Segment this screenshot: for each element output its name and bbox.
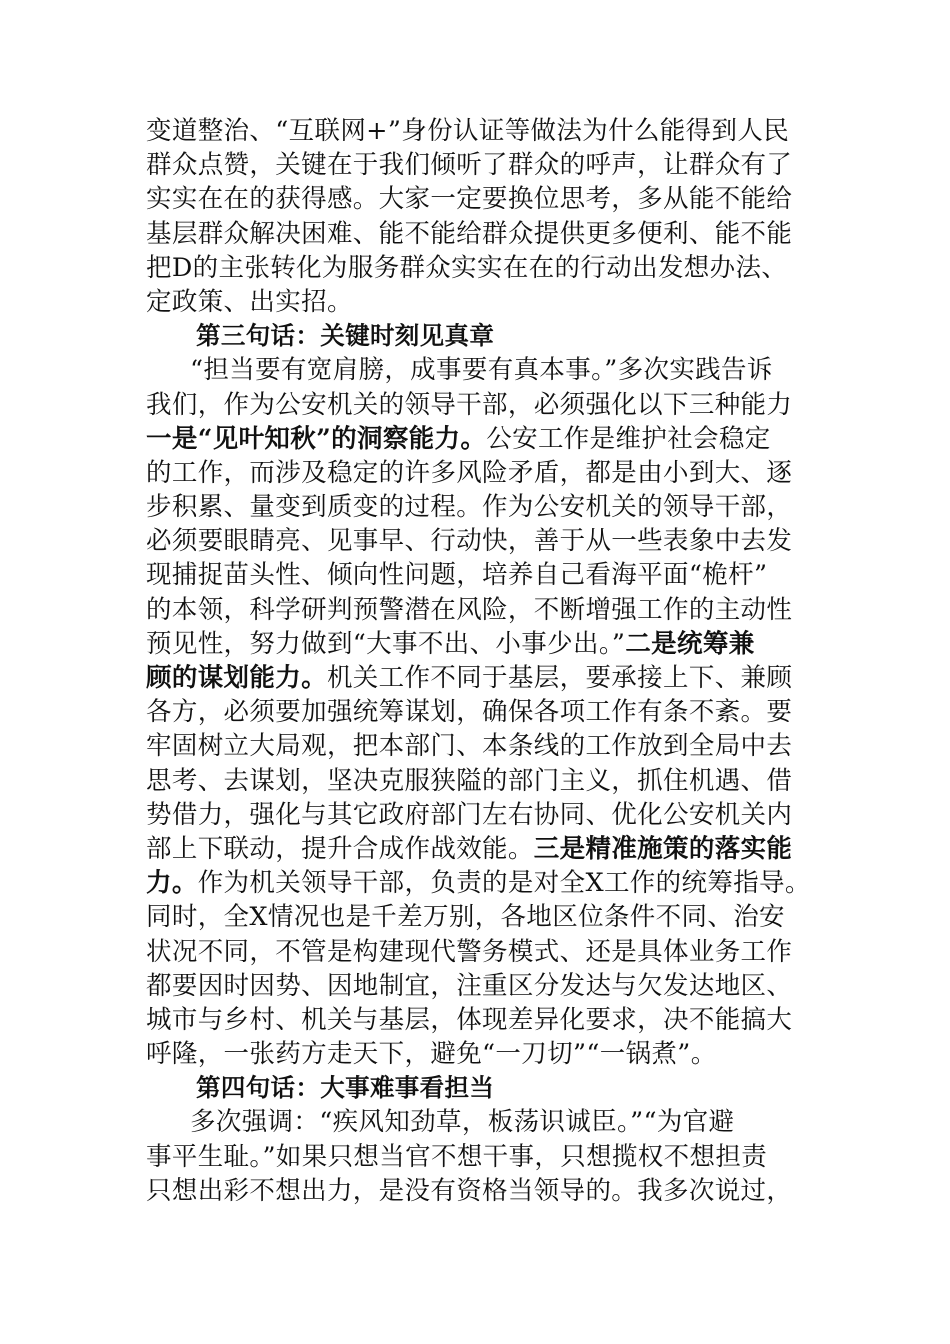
text-line [146,251,806,285]
text-span: 多次强调：“疾风知劲草，板荡识诚臣。”“为官避 [190,1107,735,1138]
text-line [146,524,806,558]
text-line [146,353,806,387]
text-span: 群众点赞，关键在于我们倾听了群众的呼声，让群众有了 [146,150,793,181]
text-span: 城市与乡村、机关与基层，体现差异化要求，决不能搞大 [146,1004,793,1035]
section-heading [146,319,806,353]
text-line [146,217,806,251]
text-line [146,798,806,832]
text-line [146,593,806,627]
text-span: 各方，必须要加强统筹谋划，确保各项工作有条不紊。要 [146,697,793,728]
bold-text: 二是统筹兼 [625,628,755,659]
text-line [146,422,806,456]
text-span: 必须要眼睛亮、见事早、行动快，善于从一些表象中去发 [146,526,793,557]
text-line [146,764,806,798]
text-line [146,900,806,934]
text-span: 的本领，科学研判预警潜在风险，不断增强工作的主动性 [146,594,793,625]
text-line [146,1105,806,1139]
text-span: 呼隆，一张药方走天下，避免“一刀切”“一锅煮”。 [146,1039,717,1070]
text-line [146,729,806,763]
text-span: 公安工作是维护社会稳定 [486,423,771,454]
text-line [146,558,806,592]
document-body [146,114,811,1208]
text-span: 步积累、量变到质变的过程。作为公安机关的领导干部， [146,492,793,523]
text-line [146,1174,806,1208]
text-span: 部上下联动，提升合成作战效能。 [146,833,534,864]
text-line [146,935,806,969]
text-span: 事平生耻。”如果只想当官不想干事，只想揽权不想担责 [146,1141,768,1172]
bold-text: 第三句话：关键时刻见真章 [196,321,495,351]
text-line [146,1003,806,1037]
text-line [146,866,811,900]
text-span: 的工作，而涉及稳定的许多风险矛盾，都是由小到大、逐 [146,457,793,488]
text-span: “担当要有宽肩膀，成事要有真本事。”多次实践告诉 [190,355,773,386]
text-span: 思考、去谋划，坚决克服狭隘的部门主义，抓住机遇、借 [146,765,793,796]
bold-text: 一是“见叶知秋”的洞察能力。 [146,423,487,454]
text-span: 只想出彩不想出力，是没有资格当领导的。我多次说过， [146,1175,793,1206]
bold-text: 第四句话：大事难事看担当 [196,1073,495,1103]
text-span: 实实在在的获得感。大家一定要换位思考，多从能不能给 [146,184,793,215]
text-line [146,627,806,661]
bold-text: 顾的谋划能力。 [146,663,327,693]
text-line [146,1037,806,1071]
bold-text: 三是精准施策的落实能 [533,833,793,864]
text-line [146,490,806,524]
bold-text: 力。 [146,868,198,899]
text-span: 把D的主张转化为服务群众实实在在的行动出发想办法、 [146,252,788,283]
text-line [146,832,806,866]
text-span: 牢固树立大局观，把本部门、本条线的工作放到全局中去 [146,731,793,762]
text-span: 预见性，努力做到“大事不出、小事少出。” [146,628,626,659]
text-span: 我们，作为公安机关的领导干部，必须强化以下三种能力 [146,389,793,420]
text-line [146,182,806,216]
text-line [146,148,806,182]
text-line [146,285,806,319]
text-line [146,388,806,422]
text-span: 机关工作不同于基层，要承接上下、兼顾 [326,663,793,693]
text-span: 变道整治、“互联网+”身份认证等做法为什么能得到人民 [146,116,790,146]
text-span: 都要因时因势、因地制宜，注重区分发达与欠发达地区、 [146,970,793,1001]
text-span: 势借力，强化与其它政府部门左右协同、优化公安机关内 [146,799,793,830]
text-line [146,969,806,1003]
text-line [146,695,806,729]
text-span: 同时，全X情况也是千差万别，各地区位条件不同、治安 [146,902,785,933]
text-span: 状况不同，不管是构建现代警务模式、还是具体业务工作 [146,936,793,967]
text-span: 作为机关领导干部，负责的是对全X工作的统筹指导。 [197,868,811,899]
text-line [146,114,806,148]
text-line [146,456,806,490]
text-line [146,1140,806,1174]
text-span: 定政策、出实招。 [146,286,353,317]
section-heading [146,1071,806,1105]
text-span: 基层群众解决困难、能不能给群众提供更多便利、能不能 [146,218,793,249]
text-span: 现捕捉苗头性、倾向性问题，培养自己看海平面“桅杆” [146,560,768,591]
text-line [146,661,806,695]
